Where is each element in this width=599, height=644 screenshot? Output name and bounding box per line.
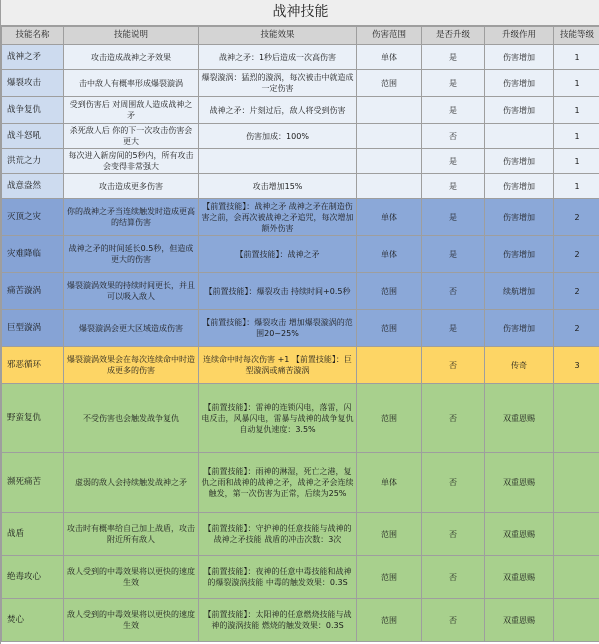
upgradable-cell: 否: [422, 453, 485, 513]
table-row: [2, 513, 599, 556]
skill-effect-cell: 【前置技能】：战神之矛 战神之矛在制造伤害之前，会再次被战神之矛追咒，每次增加额外伤害: [199, 199, 357, 236]
upgrade-effect-cell: 双重恩赐: [485, 384, 554, 453]
upgrade-effect-cell: 双重恩赐: [485, 599, 554, 642]
upgrade-effect-cell: 伤害增加: [485, 70, 554, 97]
header-skill-name: 技能名称: [2, 27, 64, 45]
table-row: [2, 273, 599, 310]
skill-desc-cell: 不受伤害也会触发战争复仇: [64, 384, 199, 453]
upgradable-cell: 是: [422, 310, 485, 347]
skill-name-cell: 焚心: [2, 599, 64, 642]
table-row: [2, 174, 599, 199]
table-row: [2, 310, 599, 347]
table-row: [2, 199, 599, 236]
skill-desc-cell: 每次进入新房间的5秒内，所有攻击会变得非常强大: [64, 149, 199, 174]
upgrade-effect-cell: 伤害增加: [485, 310, 554, 347]
upgradable-cell: 否: [422, 556, 485, 599]
header-skill-level: 技能等级: [554, 27, 599, 45]
skill-table: [1, 26, 599, 642]
skill-effect-cell: 攻击增加15%: [199, 174, 357, 199]
skill-name-cell: 灾难降临: [2, 236, 64, 273]
skill-desc-cell: 杀死敌人后 你的下一次攻击伤害会更大: [64, 124, 199, 149]
skill-level-cell: 2: [554, 273, 599, 310]
damage-range-cell: 范围: [357, 310, 422, 347]
skill-name-cell: 濒死痛苦: [2, 453, 64, 513]
skill-level-cell: 1: [554, 45, 599, 70]
skill-desc-cell: 敌人受到的中毒效果将以更快的速度生效: [64, 556, 199, 599]
header-row: [2, 27, 599, 45]
skill-desc-cell: 战神之矛的时间延长0.5秒，但造成更大的伤害: [64, 236, 199, 273]
damage-range-cell: 范围: [357, 70, 422, 97]
damage-range-cell: [357, 149, 422, 174]
skill-desc-cell: 爆裂漩涡效果的持续时间更长，并且可以吸入敌人: [64, 273, 199, 310]
table-row: [2, 70, 599, 97]
skill-effect-cell: 【前置技能】：爆裂攻击 增加爆裂漩涡的范围20~25%: [199, 310, 357, 347]
damage-range-cell: 范围: [357, 384, 422, 453]
table-row: [2, 599, 599, 642]
skill-name-cell: 绝毒攻心: [2, 556, 64, 599]
skill-effect-cell: 战神之矛：1秒后造成一次高伤害: [199, 45, 357, 70]
skill-name-cell: 巨型漩涡: [2, 310, 64, 347]
upgrade-effect-cell: 伤害增加: [485, 45, 554, 70]
upgrade-effect-cell: 伤害增加: [485, 199, 554, 236]
damage-range-cell: 单体: [357, 236, 422, 273]
skill-level-cell: [554, 384, 599, 453]
skill-desc-cell: 受到伤害后 对周围敌人造成战神之矛: [64, 97, 199, 124]
skill-name-cell: 野蛮复仇: [2, 384, 64, 453]
table-row: [2, 347, 599, 384]
damage-range-cell: [357, 347, 422, 384]
skill-effect-cell: 【前置技能】：雷神的连锁闪电，落雷，闪电反击，风暴闪电，雷暴与战神的战争复仇 自动复仇速度：3.5%: [199, 384, 357, 453]
skill-level-cell: 1: [554, 149, 599, 174]
skill-name-cell: 洪荒之力: [2, 149, 64, 174]
skill-name-cell: 战斗怒吼: [2, 124, 64, 149]
table-row: [2, 453, 599, 513]
skill-effect-cell: 【前置技能】：夜神的任意中毒技能和战神的爆裂漩涡技能 中毒的触发效果：0.3S: [199, 556, 357, 599]
upgrade-effect-cell: 双重恩赐: [485, 513, 554, 556]
skill-name-cell: 灭顶之灾: [2, 199, 64, 236]
skill-name-cell: 战意盎然: [2, 174, 64, 199]
sheet-title: 战神技能: [1, 0, 599, 26]
skill-name-cell: 爆裂攻击: [2, 70, 64, 97]
skill-name-cell: 战神之矛: [2, 45, 64, 70]
damage-range-cell: [357, 174, 422, 199]
skill-effect-cell: 伤害加成：100%: [199, 124, 357, 149]
skill-effect-cell: 连续命中时每次伤害 +1 【前置技能】：巨型漩涡或痛苦漩涡: [199, 347, 357, 384]
skill-effect-cell: 【前置技能】：太阳神的任意燃烧技能与战神的漩涡技能 燃烧的触发效果：0.3S: [199, 599, 357, 642]
table-row: [2, 124, 599, 149]
damage-range-cell: 范围: [357, 513, 422, 556]
table-row: [2, 384, 599, 453]
upgrade-effect-cell: [485, 124, 554, 149]
skill-level-cell: 1: [554, 97, 599, 124]
upgrade-effect-cell: 双重恩赐: [485, 453, 554, 513]
table-row: [2, 45, 599, 70]
header-skill-effect: 技能效果: [199, 27, 357, 45]
upgrade-effect-cell: 伤害增加: [485, 97, 554, 124]
upgradable-cell: 是: [422, 199, 485, 236]
skill-desc-cell: 攻击时有概率给自己加上战盾，攻击附近所有敌人: [64, 513, 199, 556]
damage-range-cell: [357, 124, 422, 149]
skill-level-cell: [554, 513, 599, 556]
damage-range-cell: 单体: [357, 199, 422, 236]
skill-effect-cell: 战神之矛：片刻过后，敌人将受到伤害: [199, 97, 357, 124]
upgrade-effect-cell: 伤害增加: [485, 236, 554, 273]
skill-desc-cell: 爆裂漩涡会更大区域造成伤害: [64, 310, 199, 347]
skill-effect-cell: [199, 149, 357, 174]
upgrade-effect-cell: 双重恩赐: [485, 556, 554, 599]
upgradable-cell: 是: [422, 45, 485, 70]
header-skill-desc: 技能说明: [64, 27, 199, 45]
upgrade-effect-cell: 伤害增加: [485, 149, 554, 174]
skill-level-cell: 1: [554, 174, 599, 199]
table-row: [2, 97, 599, 124]
skill-level-cell: 1: [554, 70, 599, 97]
upgradable-cell: 否: [422, 124, 485, 149]
skill-desc-cell: 爆裂漩涡效果会在每次连续命中时造成更多的伤害: [64, 347, 199, 384]
damage-range-cell: 范围: [357, 556, 422, 599]
upgradable-cell: 是: [422, 149, 485, 174]
damage-range-cell: 范围: [357, 599, 422, 642]
damage-range-cell: [357, 97, 422, 124]
skill-level-cell: 2: [554, 236, 599, 273]
upgradable-cell: 否: [422, 384, 485, 453]
skill-level-cell: 2: [554, 199, 599, 236]
skill-level-cell: 3: [554, 347, 599, 384]
upgradable-cell: 是: [422, 97, 485, 124]
skill-level-cell: [554, 556, 599, 599]
damage-range-cell: 范围: [357, 273, 422, 310]
skill-name-cell: 战争复仇: [2, 97, 64, 124]
damage-range-cell: 单体: [357, 453, 422, 513]
skill-level-cell: [554, 453, 599, 513]
skill-desc-cell: 虚弱的敌人会持续触发战神之矛: [64, 453, 199, 513]
upgrade-effect-cell: 伤害增加: [485, 174, 554, 199]
skill-name-cell: 痛苦漩涡: [2, 273, 64, 310]
header-upgrade-effect: 升级作用: [485, 27, 554, 45]
upgradable-cell: 是: [422, 236, 485, 273]
upgradable-cell: 是: [422, 174, 485, 199]
upgradable-cell: 否: [422, 513, 485, 556]
header-damage-range: 伤害范围: [357, 27, 422, 45]
skill-effect-cell: 【前置技能】：守护神的任意技能与战神的战神之矛技能 战盾的冲击次数：3次: [199, 513, 357, 556]
upgrade-effect-cell: 续航增加: [485, 273, 554, 310]
skill-effect-cell: 【前置技能】：战神之矛: [199, 236, 357, 273]
skill-effect-cell: 爆裂漩涡：猛烈的漩涡，每次被击中就造成一定伤害: [199, 70, 357, 97]
upgradable-cell: 否: [422, 347, 485, 384]
upgrade-effect-cell: 传奇: [485, 347, 554, 384]
skill-name-cell: 战盾: [2, 513, 64, 556]
skill-level-cell: [554, 599, 599, 642]
upgradable-cell: 否: [422, 599, 485, 642]
upgradable-cell: 否: [422, 273, 485, 310]
skill-desc-cell: 击中敌人有概率形成爆裂漩涡: [64, 70, 199, 97]
skill-level-cell: 2: [554, 310, 599, 347]
skill-effect-cell: 【前置技能】：雨神的淋湿，死亡之港，复仇之雨和战神的战神之矛，战神之矛会连续触发，第一次伤害为正常，后续为25%: [199, 453, 357, 513]
header-upgradable: 是否升级: [422, 27, 485, 45]
skill-effect-cell: 【前置技能】：爆裂攻击 持续时间+0.5秒: [199, 273, 357, 310]
skill-name-cell: 邪恶循环: [2, 347, 64, 384]
table-row: [2, 236, 599, 273]
skill-desc-cell: 攻击造成战神之矛效果: [64, 45, 199, 70]
table-row: [2, 149, 599, 174]
skill-desc-cell: 攻击造成更多伤害: [64, 174, 199, 199]
table-row: [2, 556, 599, 599]
skill-desc-cell: 你的战神之矛当连续触发时造成更高的结算伤害: [64, 199, 199, 236]
skill-desc-cell: 敌人受到的中毒效果将以更快的速度生效: [64, 599, 199, 642]
upgradable-cell: 是: [422, 70, 485, 97]
damage-range-cell: 单体: [357, 45, 422, 70]
skill-level-cell: 1: [554, 124, 599, 149]
